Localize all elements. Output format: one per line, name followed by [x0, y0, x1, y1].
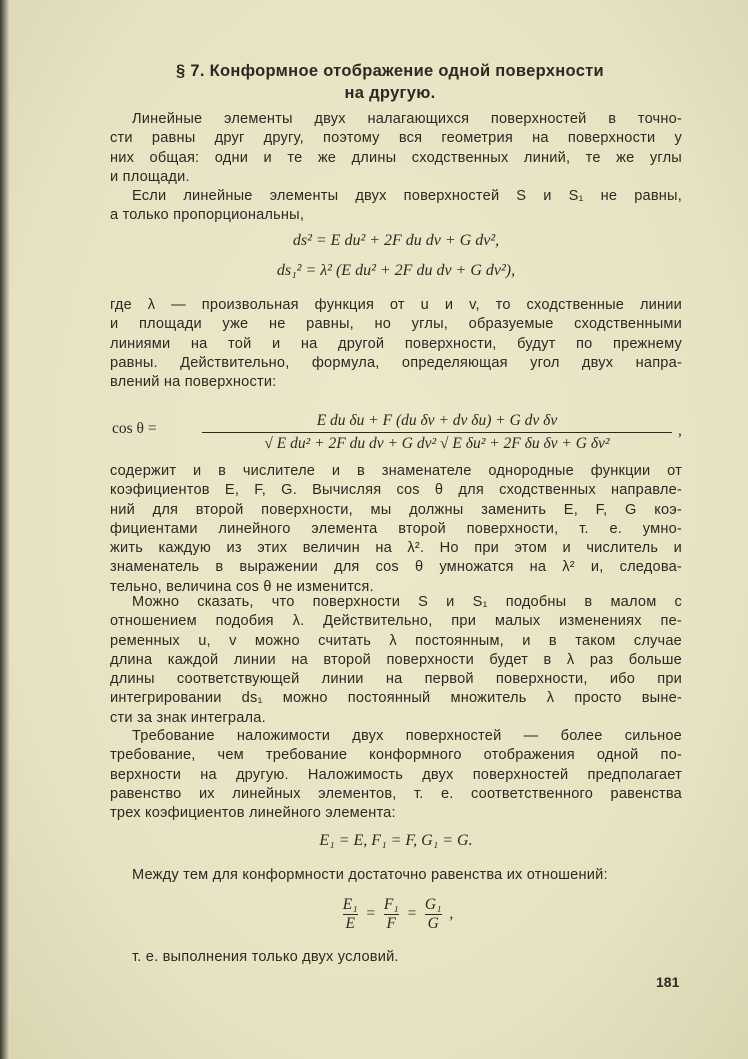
- denominator: G: [427, 915, 439, 932]
- text-line: а только пропорциональны,: [110, 207, 305, 224]
- text-line: отношением подобия λ. Действительно, при малых изменениях пе-: [110, 613, 682, 630]
- text-line: Между тем для конформности достаточно равенства их отношений:: [132, 867, 608, 883]
- fraction: [425, 896, 442, 933]
- text-line: Если линейные элементы двух поверхностей S и S₁ не равны,: [132, 188, 682, 204]
- text-line: содержит и в числителе и в знаменателе однородные функции от: [110, 463, 682, 479]
- text-line: Линейные элементы двух налагающихся поверхностей в точно-: [132, 111, 682, 127]
- text-line: равны. Действительно, формула, определяющая угол двух напра-: [110, 354, 682, 371]
- text-line: длина каждой линии на второй поверхности будет в λ раз больше: [110, 651, 682, 668]
- formula-equalities: E₁ = E, F₁ = F, G₁ = G.: [319, 832, 473, 849]
- numerator: F₁: [383, 896, 399, 913]
- text-line: ний для второй поверхности, мы должны заменить E, F, G коэ-: [110, 501, 682, 518]
- text-line: интегрировании ds₁ можно постоянный множитель λ просто выне-: [110, 690, 682, 707]
- text-line: т. е. выполнения только двух условий.: [132, 949, 399, 965]
- text-line: требование, чем требование конформного отображения одной по-: [110, 747, 682, 764]
- text-line: и площади.: [110, 168, 190, 185]
- denominator: E: [345, 915, 355, 932]
- text-line: Можно сказать, что поверхности S и S₁ подобны в малом с: [132, 594, 682, 610]
- text-line: тельно, величина cos θ не изменится.: [110, 578, 374, 595]
- paragraph: [110, 296, 682, 392]
- section-heading: § 7. Конформное отображение одной поверхности: [176, 62, 604, 80]
- paragraph: [110, 462, 682, 597]
- text-line: и площади уже не равны, но углы, образуемые сходственными: [110, 316, 682, 333]
- text-line: ременных u, v можно считать λ постоянным, и в таком случае: [110, 632, 682, 649]
- cos-numerator: E du δu + F (du δv + dv δu) + G dv δv: [202, 412, 672, 433]
- fraction: [384, 896, 399, 933]
- text-line: них общая: одни и те же длины сходственных линий, те же углы: [110, 149, 682, 166]
- paragraph: [110, 187, 682, 226]
- text-line: трех коэфициентов линейного элемента:: [110, 805, 396, 822]
- paragraph: [110, 593, 682, 728]
- comma: ,: [449, 905, 454, 923]
- formula-ratio: [110, 896, 682, 933]
- page-number: 181: [656, 974, 680, 990]
- paragraph: [110, 948, 682, 967]
- text-line: знаменатель в выражении для cos θ умножатся на λ² и, следова-: [110, 559, 682, 576]
- text-line: фициентами линейного элемента второй поверхности, т. е. умно-: [110, 520, 682, 537]
- text-line: где λ — произвольная функция от u и v, то сходственные линии: [110, 297, 682, 313]
- paragraph: [110, 110, 682, 187]
- formula-ds1: ds₁² = λ² (E du² + 2F du dv + G dv²),: [276, 262, 516, 279]
- cos-lhs: cos θ =: [112, 420, 157, 437]
- text-line: равенство их линейных элементов, т. е. соответственного равенства: [110, 785, 682, 802]
- denominator: F: [386, 915, 396, 932]
- text-line: жить каждую из этих величин на λ². Но при этом и числитель и: [110, 540, 682, 557]
- numerator: G₁: [424, 896, 442, 913]
- cos-tail: ,: [678, 422, 682, 439]
- text-line: верхности на другую. Наложимость двух поверхностей предполагает: [110, 766, 682, 783]
- text-line: линиями на той и на другой поверхности, будут по прежнему: [110, 335, 682, 352]
- paragraph: [110, 866, 682, 885]
- text-line: Требование наложимости двух поверхностей — более сильное: [132, 728, 682, 744]
- text-line: сти равны друг другу, поэтому вся геометрия на поверхности у: [110, 130, 682, 147]
- cos-denominator: √ E du² + 2F du dv + G dv² √ E δu² + 2F δu δv + G δv²: [264, 435, 610, 452]
- formula-ds: ds² = E du² + 2F du dv + G dv²,: [292, 232, 500, 249]
- equals: =: [406, 905, 418, 923]
- section-heading-cont: на другую.: [344, 84, 436, 102]
- text-line: сти за знак интеграла.: [110, 709, 266, 726]
- text-line: коэфициентов E, F, G. Вычисляя cos θ для сходственных направле-: [110, 482, 682, 499]
- paragraph: [110, 727, 682, 823]
- text-line: влений на поверхности:: [110, 374, 277, 391]
- text-line: длины соответствующей линии на первой поверхности, ибо при: [110, 671, 682, 688]
- scan-edge: [0, 0, 10, 1059]
- equals: =: [365, 905, 376, 923]
- numerator: E₁: [342, 896, 358, 913]
- cos-fraction: [202, 412, 672, 453]
- fraction: [343, 896, 358, 933]
